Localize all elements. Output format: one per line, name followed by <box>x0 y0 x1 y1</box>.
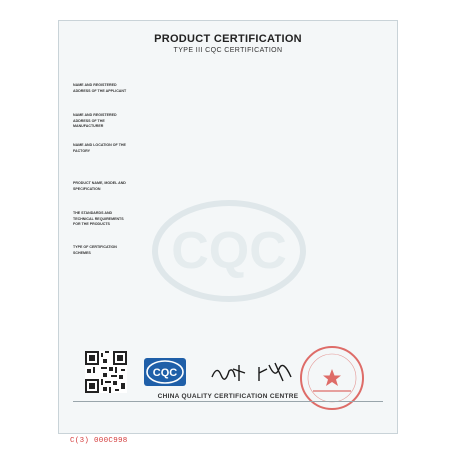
signature-1-icon <box>209 359 249 385</box>
certificate-title: PRODUCT CERTIFICATION <box>154 33 302 45</box>
certificate-subtitle: TYPE III CQC CERTIFICATION <box>173 47 283 54</box>
field-label: THE STANDARDS AND TECHNICAL REQUIREMENTS FOR THE PRODUCTS <box>73 211 124 227</box>
field-label: PRODUCT NAME, MODEL AND SPECIFICATION <box>73 181 126 191</box>
cqc-logo-icon <box>143 357 187 387</box>
cqc-watermark <box>149 196 309 306</box>
field-label: TYPE OF CERTIFICATION SCHEMES <box>73 245 117 255</box>
svg-text:CQC: CQC <box>152 367 178 379</box>
issuing-centre-name: CHINA QUALITY CERTIFICATION CENTRE <box>157 393 299 400</box>
qr-code-icon <box>85 351 127 393</box>
field-label: NAME AND LOCATION OF THE FACTORY <box>73 143 126 153</box>
field-label: NAME AND REGISTERED ADDRESS OF THE MANUFACTURER <box>73 113 117 129</box>
signature-2-icon <box>255 359 295 385</box>
svg-text:CQC: CQC <box>171 222 287 280</box>
certificate-sheet <box>58 20 398 434</box>
field-label: NAME AND REGISTERED ADDRESS OF THE APPLICANT <box>73 83 127 93</box>
serial-number: C(3) 000C998 <box>70 437 128 445</box>
divider <box>73 401 383 402</box>
